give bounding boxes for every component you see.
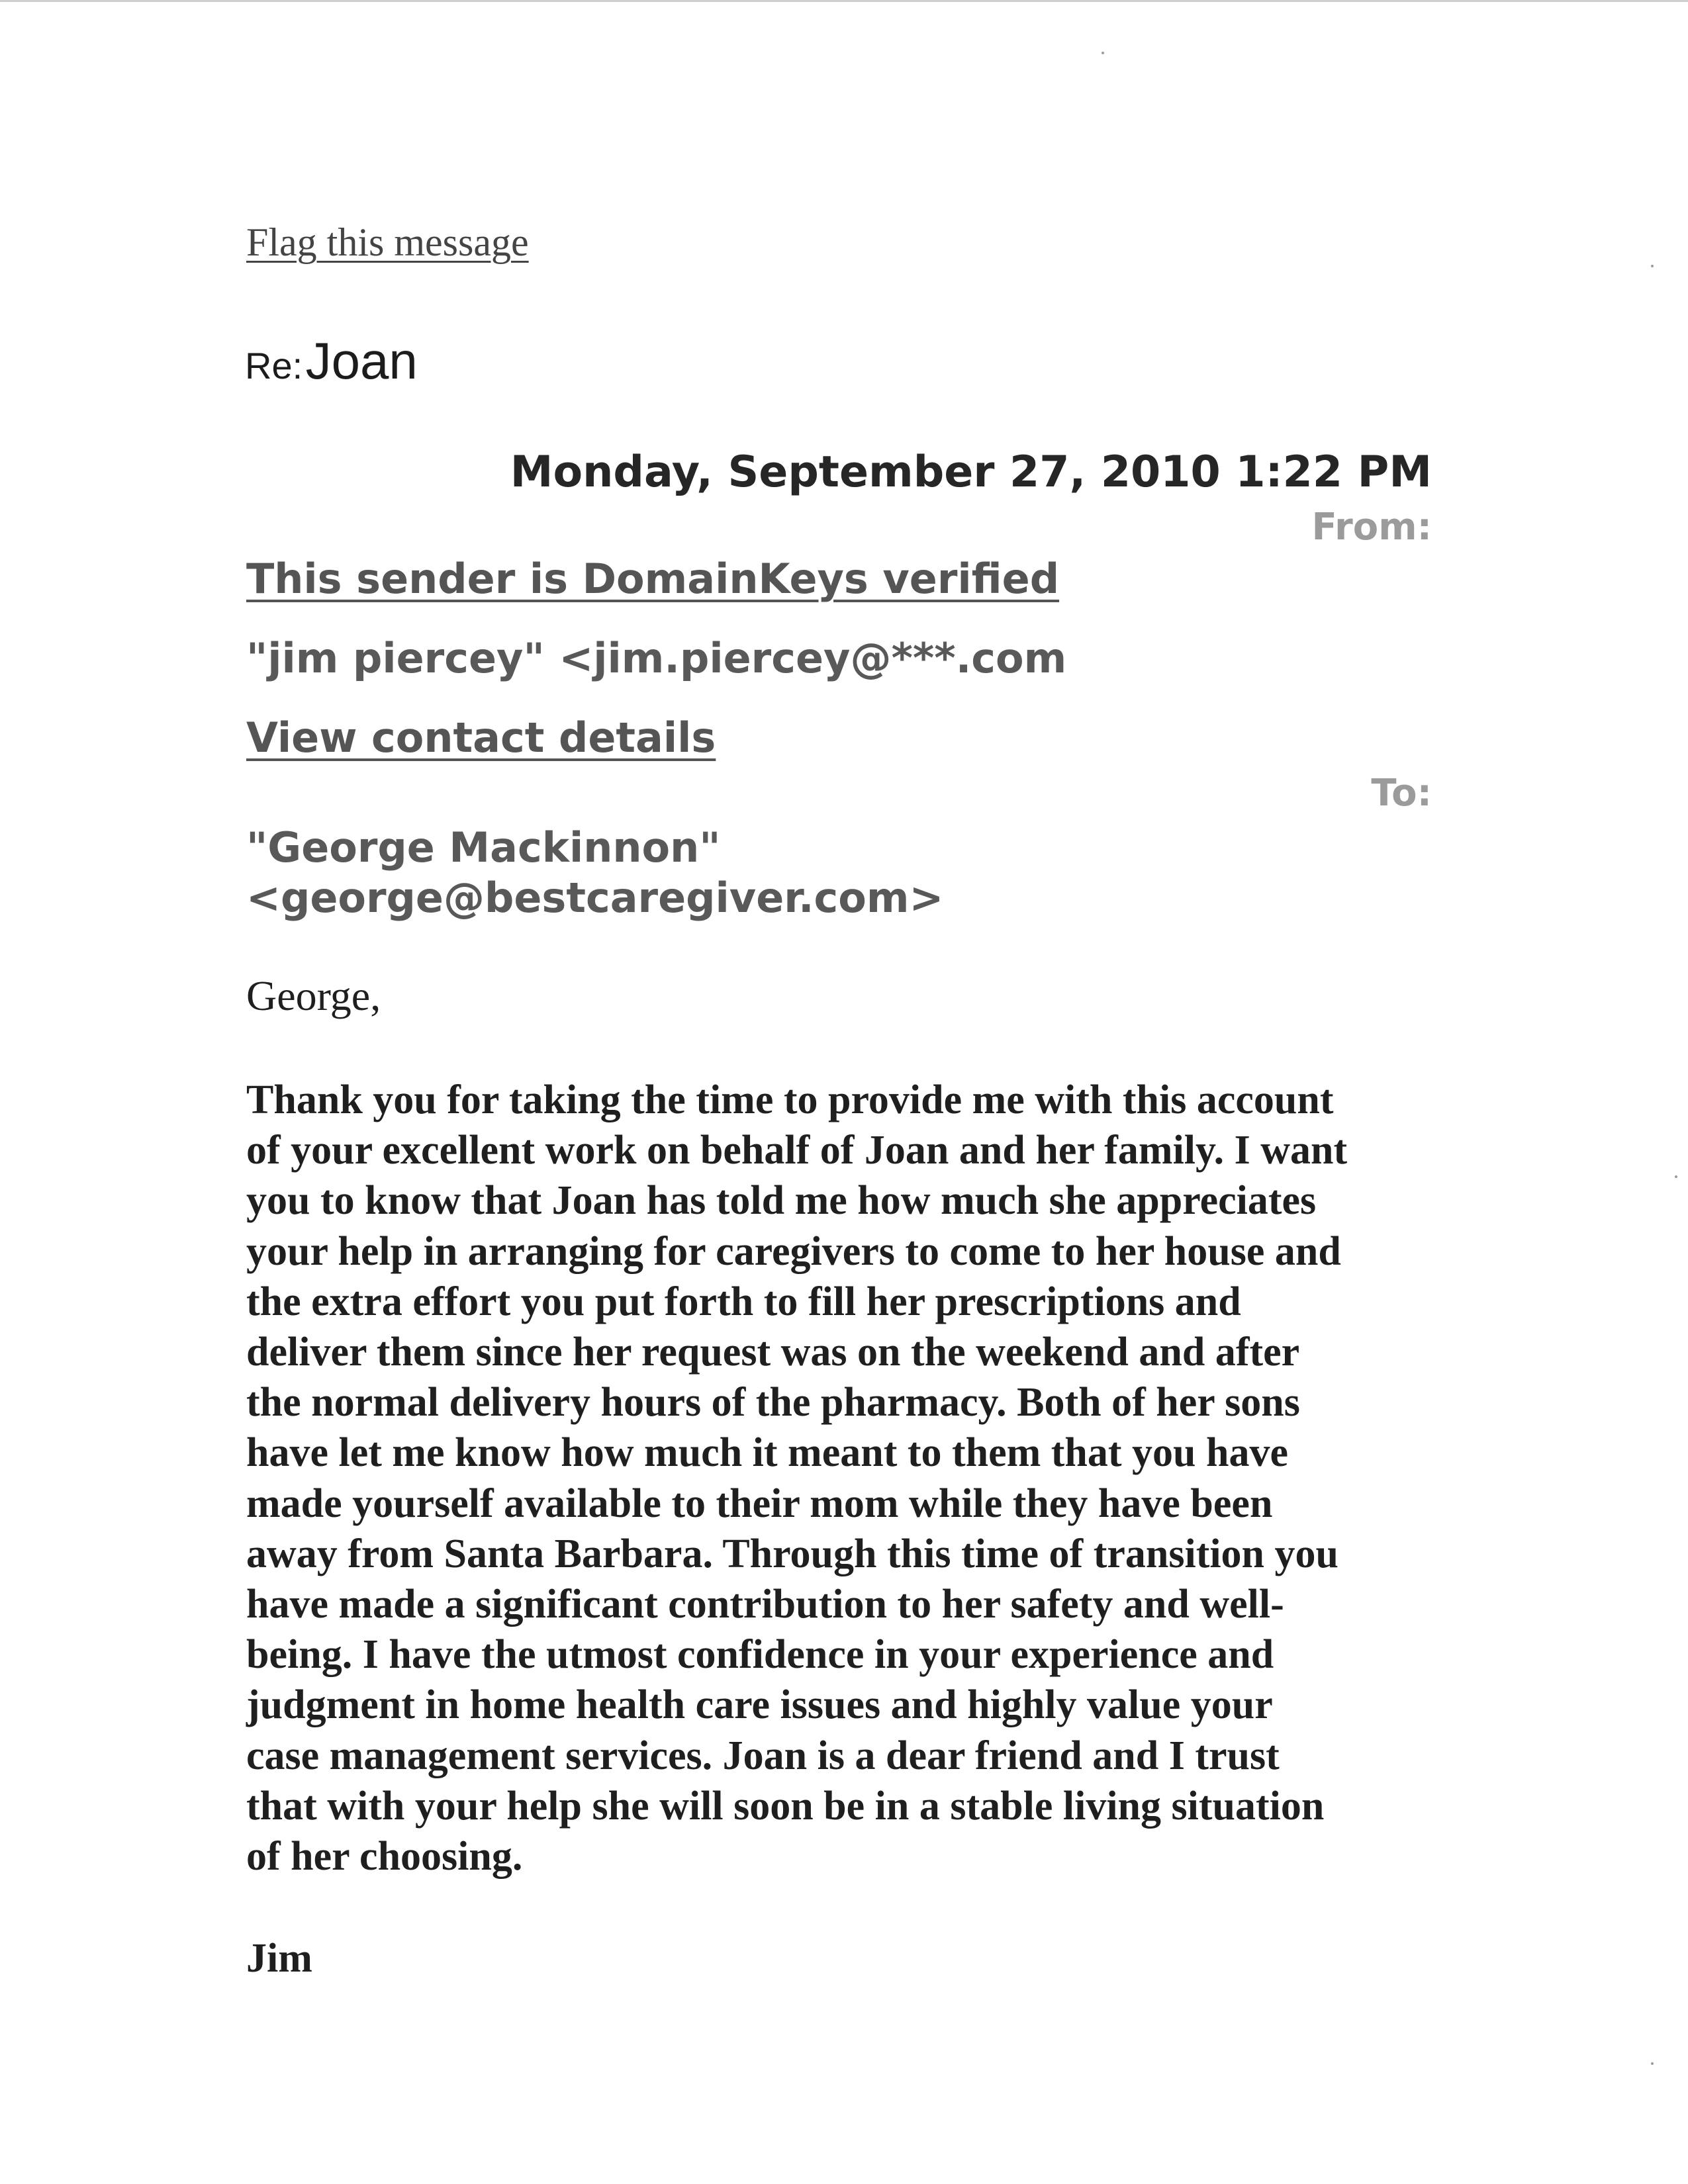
greeting: George, — [246, 972, 381, 1019]
view-contact-details-link[interactable]: View contact details — [246, 713, 716, 762]
body-line: of your excellent work on behalf of Joan and her family. I want — [246, 1128, 1348, 1173]
scan-speck — [1102, 52, 1104, 54]
body-line: that with your help she will soon be in a stable living situation — [246, 1783, 1325, 1829]
subject-prefix: Re: — [245, 345, 303, 387]
flag-message-link[interactable]: Flag this message — [246, 220, 529, 264]
body-line: Thank you for taking the time to provide me with this account — [246, 1077, 1334, 1122]
to-label: To: — [1371, 772, 1432, 815]
scan-speck — [1675, 1175, 1677, 1178]
page-top-edge — [0, 0, 1688, 2]
message-body — [246, 1075, 1444, 1882]
body-line: have made a significant contribution to her safety and well- — [246, 1582, 1284, 1627]
body-line: judgment in home health care issues and highly value your — [246, 1682, 1273, 1728]
scan-speck — [1651, 265, 1654, 267]
body-line: being. I have the utmost confidence in your experience and — [246, 1632, 1274, 1678]
recipient-name: "George Mackinnon" — [246, 823, 721, 872]
sender-address: "jim piercey" <jim.piercey@***.com — [246, 634, 1067, 682]
from-label: From: — [1311, 506, 1432, 549]
subject-text: Joan — [305, 332, 418, 390]
message-date: Monday, September 27, 2010 1:22 PM — [510, 447, 1432, 497]
body-line: made yourself available to their mom while they have been — [246, 1480, 1273, 1526]
body-line: of her choosing. — [246, 1834, 523, 1880]
body-line: you to know that Joan has told me how much she appreciates — [246, 1178, 1317, 1224]
body-line: deliver them since her request was on the weekend and after — [246, 1330, 1300, 1375]
domainkeys-verified-link[interactable]: This sender is DomainKeys verified — [246, 555, 1060, 603]
body-line: case management services. Joan is a dear friend and I trust — [246, 1733, 1280, 1778]
body-line: have let me know how much it meant to them that you have — [246, 1430, 1289, 1476]
body-line: your help in arranging for caregivers to come to her house and — [246, 1228, 1341, 1274]
scan-speck — [1651, 2062, 1654, 2065]
recipient-email: <george@bestcaregiver.com> — [246, 874, 944, 922]
signature: Jim — [246, 1936, 312, 1981]
body-line: the normal delivery hours of the pharmacy. Both of her sons — [246, 1380, 1300, 1426]
body-line: away from Santa Barbara. Through this time of transition you — [246, 1531, 1339, 1576]
body-line: the extra effort you put forth to fill her prescriptions and — [246, 1279, 1241, 1324]
message-subject — [245, 331, 418, 391]
